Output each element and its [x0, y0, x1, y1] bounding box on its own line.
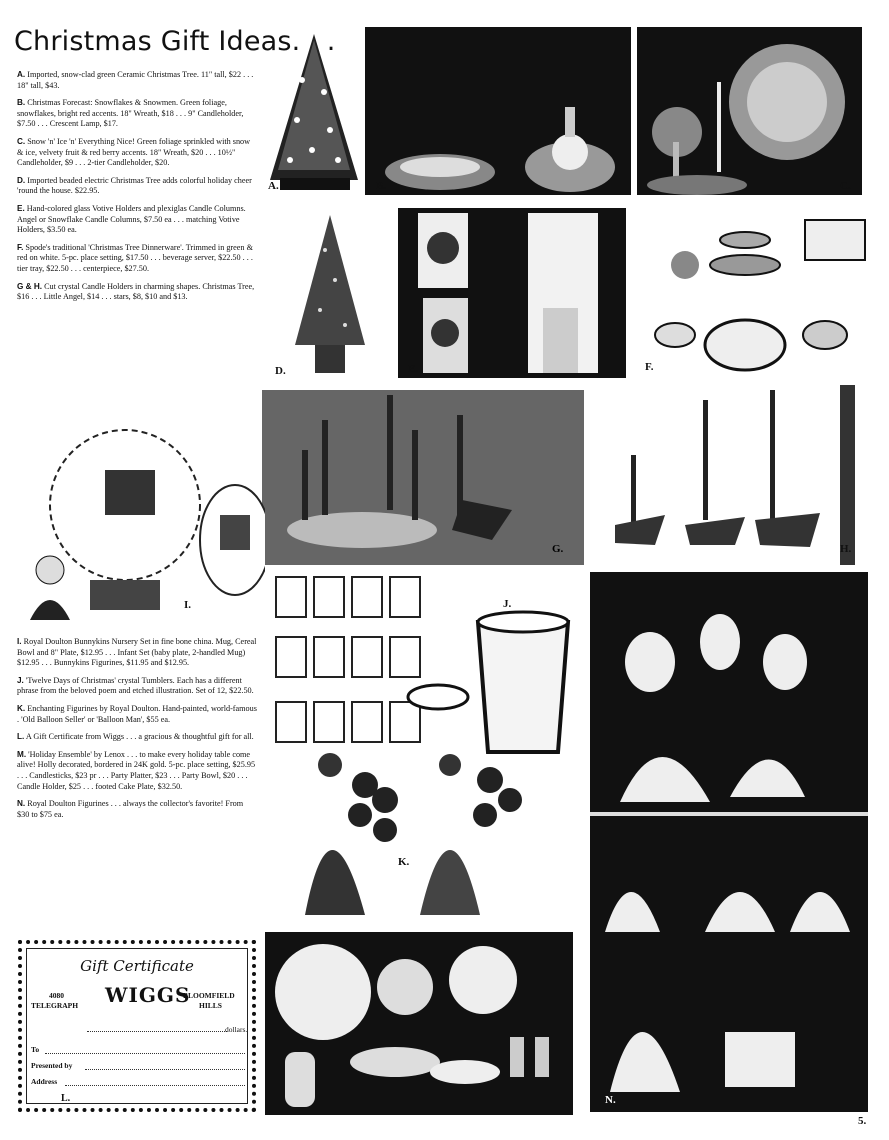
- item-text: 'Twelve Days of Christmas' crystal Tumblers. Each has a different phrase from the beloved poem and etched illustration. Set of 12, $22.50.: [17, 675, 254, 696]
- certificate-title: Gift Certificate: [80, 957, 194, 975]
- address-street: TELEGRAPH: [31, 1001, 79, 1010]
- item-text: Cut crystal Candle Holders in charming shapes. Christmas Tree, $16 . . . Little Angel, $14 . . . stars, $8, $10 and $13.: [17, 281, 255, 302]
- photo-j-crystal-tumblers: [268, 572, 588, 762]
- item-letter: L.: [17, 732, 25, 742]
- item-letter: C.: [17, 136, 26, 146]
- to-label: To: [31, 1045, 40, 1054]
- item-text: Royal Doulton Bunnykins Nursery Set in fine bone china. Mug, Cereal Bowl and 8" Plate, $12.95 . . . Infant Set (baby plate, 2-handled Mug) $12.95 . . . Bunnykins Figurines, $11.95 and $12.95.: [17, 637, 257, 668]
- page-number: 5.: [858, 1115, 867, 1127]
- item-description: [17, 676, 257, 697]
- item-letter: J.: [17, 675, 24, 685]
- item-letter: I.: [17, 637, 22, 646]
- photo-k-balloon-figurines: [290, 745, 550, 925]
- top-descriptions: [17, 70, 257, 310]
- photo-c-wreath-candleholders: [637, 27, 862, 195]
- label-c: C.: [840, 180, 851, 192]
- item-text: Snow 'n' Ice 'n' Everything Nice! Green foliage sprinkled with snow & ice, velvety fruit & red berry accents. 18" Wreath, $20 . . . 10½" Candleholder, $9 . . . 2-tier Candleholder, $20.: [17, 136, 251, 168]
- page-title: Christmas Gift Ideas. . .: [14, 26, 336, 57]
- item-description: [17, 750, 257, 792]
- item-text: Enchanting Figurines by Royal Doulton. Hand-painted, world-famous . 'Old Balloon Seller' or 'Balloon Man', $55 ea.: [17, 703, 257, 724]
- item-text: A Gift Certificate from Wiggs . . . a gracious & thoughtful gift for all.: [25, 732, 254, 742]
- photo-h-star-candle-holders: [605, 385, 867, 565]
- item-description: [17, 70, 257, 91]
- label-k: K.: [398, 856, 410, 868]
- label-g: G.: [552, 543, 564, 555]
- label-d: D.: [275, 365, 286, 377]
- item-description: [17, 799, 257, 820]
- item-description: [17, 204, 257, 236]
- presented-by-label: Presented by: [31, 1061, 73, 1070]
- item-description: [17, 176, 257, 197]
- address-city: BLOOMFIELD: [183, 991, 235, 1000]
- item-text: Hand-colored glass Votive Holders and plexiglas Candle Columns. Angel or Snowflake Candle Columns, $7.50 ea . . . matching Votive Holders, $3.50 ea.: [17, 203, 246, 235]
- wiggs-logo: WIGGS: [105, 983, 191, 1007]
- item-description: [17, 282, 257, 303]
- photo-a-ceramic-tree: [262, 30, 362, 192]
- item-letter: G & H.: [17, 281, 43, 291]
- item-letter: K.: [17, 703, 26, 713]
- item-description: [17, 137, 257, 169]
- label-j: J.: [503, 598, 512, 610]
- item-letter: B.: [17, 98, 26, 108]
- item-description: [17, 704, 257, 725]
- item-description: [17, 637, 257, 669]
- label-b: B.: [376, 180, 387, 192]
- item-letter: E.: [17, 203, 25, 213]
- certificate-label-l: L.: [61, 1093, 71, 1104]
- photo-e-votive-holders: [398, 208, 626, 378]
- item-description: [17, 98, 257, 130]
- item-letter: F.: [17, 242, 24, 252]
- item-letter: A.: [17, 70, 26, 79]
- item-text: Christmas Forecast: Snowflakes & Snowmen. Green foliage, snowflakes, bright red accents. 18" Wreath, $18 . . . 9" Candleholder, $7.50 . . . Crescent Lamp, $17.: [17, 98, 244, 129]
- item-letter: M.: [17, 749, 27, 759]
- address-number: 4080: [49, 991, 64, 1000]
- item-letter: N.: [17, 799, 26, 809]
- item-text: 'Holiday Ensemble' by Lenox . . . to make every holiday table come alive! Holly decorated, bordered in 24K gold. 5-pc. place setting, $25.95 . . . Candlesticks, $23 pr . . . Party Platter, $23 . . . Party Bowl, $20 . . . Candle Holder, $25 . . . footed Cake Plate, $32.50.: [17, 749, 256, 791]
- gift-certificate: [18, 940, 256, 1112]
- photo-f-spode-dinnerware: [635, 205, 875, 377]
- photo-b-wreath-candleholder: [365, 27, 631, 195]
- label-e: E.: [408, 363, 419, 375]
- item-text: Imported, snow-clad green Ceramic Christmas Tree. 11" tall, $22 . . . 18" tall, $43.: [17, 70, 254, 90]
- label-i: I.: [184, 599, 192, 611]
- address-city-2: HILLS: [199, 1001, 222, 1010]
- label-n: N.: [605, 1094, 616, 1106]
- photo-m-lenox-holiday: [265, 932, 573, 1115]
- item-letter: D.: [17, 175, 26, 185]
- label-f: F.: [645, 361, 654, 373]
- label-a: A.: [268, 180, 279, 192]
- item-text: Imported beaded electric Christmas Tree adds colorful holiday cheer 'round the house. $22.95.: [17, 175, 252, 196]
- address-label: Address: [31, 1077, 58, 1086]
- photo-g-crystal-candle-holders: [262, 390, 584, 565]
- dollars-label: dollars.: [225, 1025, 248, 1034]
- item-description: [17, 243, 257, 275]
- label-h: H.: [840, 543, 852, 555]
- item-description: [17, 732, 257, 743]
- photo-d-beaded-tree: [275, 210, 385, 380]
- item-text: Royal Doulton Figurines . . . always the collector's favorite! From $30 to $75 ea.: [17, 799, 244, 819]
- photo-n-doulton-figurines: [590, 572, 868, 1112]
- item-text: Spode's traditional 'Christmas Tree Dinnerware'. Trimmed in green & red on white. 5-pc. place setting, $17.50 . . . beverage server, $22.50 . . . tier tray, $22.50 . . . centerpiece, $27.50.: [17, 242, 253, 273]
- photo-i-bunnykins-set: [15, 420, 265, 630]
- bottom-descriptions: [17, 637, 257, 827]
